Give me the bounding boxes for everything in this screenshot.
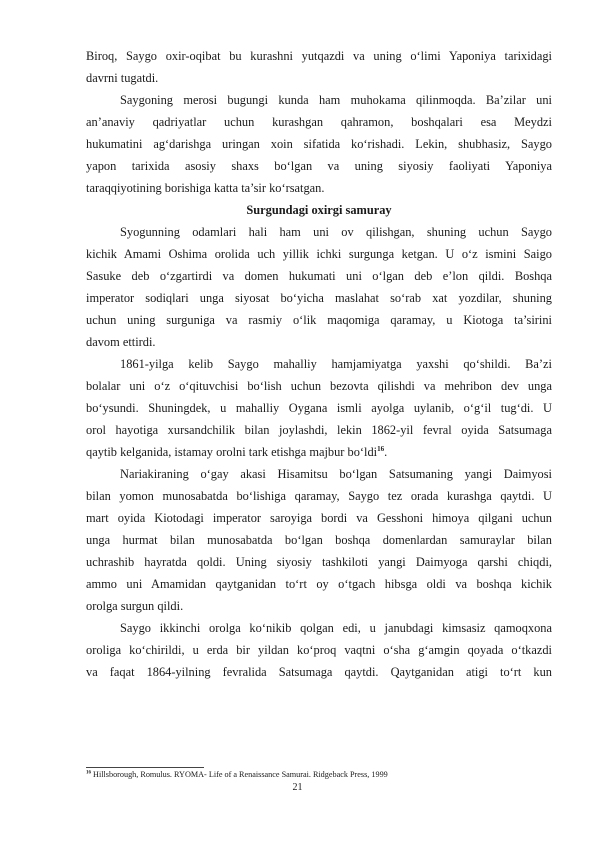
footnote-reference: 16 (377, 444, 385, 453)
text-line: bilan yomon munosabatda bo‘lishiga qaramay, Saygo tez orada kurashga qaytdi. U (86, 489, 552, 503)
text-line: Saygo ikkinchi orolga ko‘nikib qolgan edi, u janubdagi kimsasiz qamoqxona (120, 621, 552, 635)
text-line: taraqqiyotining borishiga katta ta’sir ko‘rsatgan. (86, 181, 325, 195)
text-line: 1861-yilga kelib Saygo mahalliy hamjamiyatga yaxshi qo‘shildi. Ba’zi (120, 357, 552, 371)
text-line: ammo uni Amamidan qaytganidan to‘rt oy o‘tgach hibsga oldi va boshqa kichik (86, 577, 552, 591)
section-heading: Surgundagi oxirgi samuray (246, 203, 392, 217)
text-line-content: qaytib kelganida, istamay orolni tark etishga majbur bo‘ldi (86, 445, 378, 459)
text-line: uchun uning surguniga va rasmiy o‘lik maqomiga qaramay, u Kiotoga ta’sirini (86, 313, 552, 327)
text-line: bo‘ysundi. Shuningdek, u mahalliy Oygana ismli ayolga uylanib, o‘g‘il tug‘di. U (86, 401, 552, 415)
footnote (86, 770, 388, 780)
text-line: oroliga ko‘chirildi, u erda bir yildan ko‘proq vaqtni o‘sha g‘amgin qoyada o‘tkazdi (86, 643, 552, 657)
footnote-divider (86, 767, 204, 768)
text-line: qaytib kelganida, istamay orolni tark etishga majbur bo‘ldi$^{16}$. (86, 444, 388, 459)
text-line: va faqat 1864-yilning fevralida Satsumaga qaytdi. Qaytganidan atigi to‘rt kun (86, 665, 552, 679)
text-line: orolga surgun qildi. (86, 599, 184, 613)
text-line: an’anaviy qadriyatlar uchun kurashgan qahramon, boshqalari esa Meydzi (86, 115, 552, 129)
text-line: davom ettirdi. (86, 335, 156, 349)
text-line: yapon tarixida asosiy shaxs bo‘lgan va uning siyosiy faoliyati Yaponiya (86, 159, 552, 173)
text-line: mart oyida Kiotodagi imperator saroyiga bordi va Gesshoni himoya qilgani uchun (86, 511, 552, 525)
text-line: bolalar uni o‘z o‘qituvchisi bo‘lish uchun bezovta qilishdi va mehribon dev unga (86, 379, 552, 393)
footnote-text: Hillsborough, Romulus. RYOMA- Life of a Renaissance Samurai. Ridgeback Press, 1999 (91, 770, 388, 779)
text-line: Biroq, Saygo oxir-oqibat bu kurashni yutqazdi va uning o‘limi Yaponiya tarixidagi (86, 49, 552, 63)
text-line: hukumatini ag‘darishga uringan xoin sifatida ko‘rishadi. Lekin, shubhasiz, Saygo (86, 137, 552, 151)
footnote-number: 16 (86, 770, 91, 776)
page-number: 21 (292, 782, 303, 793)
text-line: Sasuke deb o‘zgartirdi va domen hukumati uni o‘lgan deb e’lon qildi. Boshqa (86, 269, 552, 283)
text-line: Syogunning odamlari hali ham uni ov qilishgan, shuning uchun Saygo (120, 225, 552, 239)
text-line: uchrashib hayratda qoldi. Uning siyosiy tashkiloti yangi Daimyoga qarshi chiqdi, (86, 555, 552, 569)
text-line: kichik Amami Oshima orolida uch yillik ichki surgunga ketgan. U o‘z ismini Saigo (86, 247, 552, 261)
text-line: davrni tugatdi. (86, 71, 159, 85)
text-line: imperator sodiqlari unga siyosat bo‘yicha maslahat so‘rab xat yozdilar, shuning (86, 291, 552, 305)
text-line: Nariakiraning o‘gay akasi Hisamitsu bo‘lgan Satsumaning yangi Daimyosi (120, 467, 552, 481)
text-line: orol hayotiga xursandchilik bilan joylashdi, lekin 1862-yil fevral oyida Satsumaga (86, 423, 552, 437)
text-line: Saygoning merosi bugungi kunda ham muhokama qilinmoqda. Ba’zilar uni (120, 93, 552, 107)
text-line: unga hurmat bilan munosabatda bo‘lgan boshqa domenlardan samuraylar bilan (86, 533, 552, 547)
